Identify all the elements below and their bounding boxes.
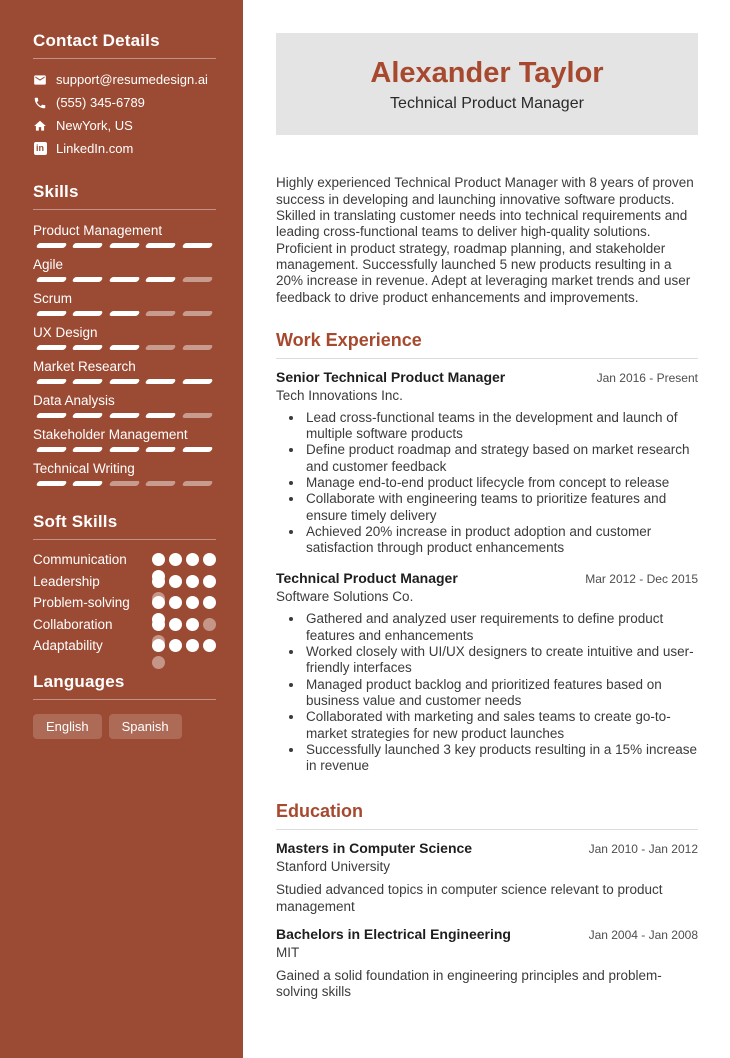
rating-dot — [169, 575, 182, 588]
skill-bar-segment — [181, 413, 213, 418]
name-header — [276, 33, 698, 135]
contact-item — [33, 141, 216, 156]
education-description: Gained a solid foundation in engineering principles and problem-solving skills — [276, 968, 662, 1000]
contact-item-text: (555) 345-6789 — [56, 95, 145, 110]
job-company: Software Solutions Co. — [276, 589, 414, 605]
contact-item — [33, 95, 216, 110]
linkedin-icon: in — [33, 142, 47, 156]
education-list — [276, 830, 698, 1000]
skill-bar-segment — [36, 481, 68, 486]
skill-item — [33, 223, 216, 248]
candidate-role: Technical Product Manager — [390, 95, 584, 113]
skill-bar-segment — [36, 345, 68, 350]
skill-name: Agile — [33, 257, 64, 272]
job-dates: Jan 2016 - Present — [596, 370, 698, 385]
education-degree: Masters in Computer Science — [276, 840, 473, 857]
soft-skill-name: Communication — [33, 552, 127, 567]
rating-dot — [186, 553, 199, 566]
skill-level-bar — [33, 277, 216, 282]
job-entry-header — [276, 369, 698, 386]
education-section — [276, 801, 698, 1000]
skills-list — [33, 210, 216, 486]
skill-bar-segment — [36, 379, 68, 384]
skill-bar-segment — [36, 311, 68, 316]
skill-bar-segment — [145, 243, 177, 248]
education-entry — [276, 840, 698, 915]
jobs-list — [276, 359, 698, 775]
contact-item — [33, 118, 216, 133]
skill-bar-segment — [181, 345, 213, 350]
contact-item — [33, 72, 216, 87]
skill-name: Stakeholder Management — [33, 427, 188, 442]
rating-dot — [152, 553, 165, 566]
education-degree: Bachelors in Electrical Engineering — [276, 926, 511, 943]
rating-dot — [186, 639, 199, 652]
soft-skill-dots — [152, 639, 216, 652]
skill-level-bar — [33, 379, 216, 384]
sidebar — [0, 0, 243, 1058]
soft-skill-name: Leadership — [33, 573, 100, 589]
skill-bar-segment — [145, 481, 177, 486]
soft-skills-section — [33, 512, 216, 652]
contact-item-text: support@resumedesign.ai — [56, 72, 208, 87]
job-bullet: • Gathered and analyzed user requirements to define product features and enhancements — [304, 611, 698, 644]
rating-dot — [203, 596, 216, 609]
skill-bar-segment — [72, 277, 104, 282]
skill-bar-segment — [181, 447, 213, 452]
skill-bar-segment — [145, 379, 177, 384]
skill-level-bar — [33, 413, 216, 418]
skill-bar-segment — [181, 277, 213, 282]
soft-skill-name: Collaboration — [33, 616, 113, 632]
skill-bar-segment — [72, 243, 104, 248]
skill-bar-segment — [108, 379, 140, 384]
email-icon — [33, 73, 47, 87]
skill-name: UX Design — [33, 325, 98, 340]
contact-section-title: Contact Details — [33, 31, 216, 59]
job-bullet-list — [276, 611, 698, 774]
soft-skill-dots — [152, 618, 216, 631]
skill-name: Data Analysis — [33, 393, 115, 408]
skill-level-bar — [33, 481, 216, 486]
job-company: Tech Innovations Inc. — [276, 387, 403, 403]
language-pill: English — [33, 714, 102, 739]
skill-item — [33, 393, 216, 418]
skill-bar-segment — [36, 413, 68, 418]
main-content — [243, 0, 730, 1058]
home-icon — [33, 119, 47, 133]
skills-section-title: Skills — [33, 182, 216, 210]
job-bullet: • Collaborate with engineering teams to prioritize features and ensure timely delivery — [304, 491, 698, 524]
soft-skill-item — [33, 575, 216, 588]
rating-dot — [152, 575, 165, 588]
job-bullet: • Managed product backlog and prioritized features based on business value and customer needs — [304, 677, 698, 710]
job-bullet: • Collaborated with marketing and sales teams to create go-to-market strategies for new product launches — [304, 709, 698, 742]
soft-skill-name: Adaptability — [33, 638, 103, 653]
skill-bar-segment — [108, 345, 140, 350]
skill-name: Scrum — [33, 291, 73, 306]
skill-bar-segment — [181, 311, 213, 316]
education-entry — [276, 926, 698, 1001]
skill-level-bar — [33, 243, 216, 248]
education-institution: MIT — [276, 945, 300, 961]
contact-section — [33, 31, 216, 156]
skill-level-bar — [33, 311, 216, 316]
work-experience-section — [276, 330, 698, 775]
skill-item — [33, 257, 216, 282]
contact-list — [33, 59, 216, 156]
education-institution: Stanford University — [276, 859, 391, 875]
rating-dot — [203, 575, 216, 588]
job-bullet-list — [276, 410, 698, 557]
rating-dot — [186, 596, 199, 609]
rating-dot — [169, 596, 182, 609]
languages-section — [33, 672, 216, 739]
skill-bar-segment — [72, 447, 104, 452]
education-dates: Jan 2010 - Jan 2012 — [588, 842, 698, 857]
skill-name: Market Research — [33, 359, 136, 374]
soft-skill-name: Problem-solving — [33, 595, 130, 610]
rating-dot — [203, 639, 216, 652]
skill-name: Technical Writing — [33, 461, 135, 476]
soft-skills-section-title: Soft Skills — [33, 512, 216, 540]
skill-bar-segment — [145, 447, 177, 452]
job-entry — [276, 369, 698, 557]
job-bullet: • Worked closely with UI/UX designers to create intuitive and user-friendly interfaces — [304, 644, 698, 677]
soft-skill-item — [33, 618, 216, 631]
job-title: Senior Technical Product Manager — [276, 368, 506, 385]
contact-item-text: NewYork, US — [56, 118, 133, 133]
skill-item — [33, 325, 216, 350]
skill-bar-segment — [181, 379, 213, 384]
soft-skill-item — [33, 639, 216, 652]
rating-dot — [152, 639, 165, 652]
soft-skill-dots — [152, 596, 216, 609]
candidate-name: Alexander Taylor — [370, 57, 604, 89]
skill-bar-segment — [145, 277, 177, 282]
skill-item — [33, 291, 216, 316]
job-bullet: • Achieved 20% increase in product adoption and customer satisfaction through product enhancements — [304, 524, 698, 557]
skill-item — [33, 427, 216, 452]
rating-dot — [203, 553, 216, 566]
language-pill: Spanish — [109, 714, 182, 739]
job-bullet: • Successfully launched 3 key products resulting in a 15% increase in revenue — [304, 742, 698, 775]
skill-bar-segment — [36, 447, 68, 452]
skill-bar-segment — [145, 413, 177, 418]
skill-bar-segment — [72, 345, 104, 350]
job-entry — [276, 570, 698, 774]
rating-dot — [169, 618, 182, 631]
rating-dot — [186, 575, 199, 588]
rating-dot — [203, 618, 216, 631]
skill-bar-segment — [72, 379, 104, 384]
rating-dot — [152, 656, 165, 669]
skill-bar-segment — [181, 243, 213, 248]
summary-paragraph: Highly experienced Technical Product Manager with 8 years of proven success in developing and launching innovative software products. Skilled in translating customer needs into technical requirements and leading cross-functional teams to deliver high-quality solutions. Proficient in product strategy, roadmap planning, and stakeholder management. Successfully launched 5 new products resulting in a 20% increase in revenue. Adept at leveraging market trends and user feedback to drive product enhancements and improvements. — [276, 175, 694, 305]
job-dates: Mar 2012 - Dec 2015 — [585, 572, 698, 587]
job-bullet: • Lead cross-functional teams in the development and launch of multiple software products — [304, 410, 698, 443]
phone-icon — [33, 96, 47, 110]
skill-bar-segment — [108, 413, 140, 418]
skill-level-bar — [33, 447, 216, 452]
rating-dot — [169, 639, 182, 652]
skill-item — [33, 461, 216, 486]
job-title: Technical Product Manager — [276, 570, 458, 587]
skill-item — [33, 359, 216, 384]
soft-skills-list — [33, 540, 216, 652]
rating-dot — [152, 596, 165, 609]
education-description: Studied advanced topics in computer science relevant to product management — [276, 882, 663, 914]
skill-bar-segment — [36, 243, 68, 248]
skill-bar-segment — [108, 447, 140, 452]
skill-bar-segment — [72, 311, 104, 316]
skill-bar-segment — [72, 481, 104, 486]
soft-skill-item — [33, 596, 216, 609]
skill-bar-segment — [108, 243, 140, 248]
soft-skill-dots — [152, 575, 216, 588]
contact-item-text: LinkedIn.com — [56, 141, 134, 156]
job-entry-header — [276, 570, 698, 587]
skill-bar-segment — [72, 413, 104, 418]
rating-dot — [152, 618, 165, 631]
skills-section — [33, 182, 216, 486]
skill-bar-segment — [108, 277, 140, 282]
soft-skill-item — [33, 553, 216, 566]
skill-level-bar — [33, 345, 216, 350]
skill-bar-segment — [181, 481, 213, 486]
soft-skill-dots — [152, 553, 216, 566]
rating-dot — [169, 553, 182, 566]
skill-bar-segment — [108, 311, 140, 316]
education-entry-header — [276, 840, 698, 857]
job-bullet: • Manage end-to-end product lifecycle from concept to release — [304, 475, 698, 491]
education-entry-header — [276, 926, 698, 943]
education-title: Education — [276, 801, 698, 830]
rating-dot — [186, 618, 199, 631]
skill-bar-segment — [108, 481, 140, 486]
skill-bar-segment — [145, 311, 177, 316]
skill-bar-segment — [36, 277, 68, 282]
skill-bar-segment — [145, 345, 177, 350]
work-experience-title: Work Experience — [276, 330, 698, 359]
languages-list — [33, 700, 216, 739]
job-bullet: • Define product roadmap and strategy based on market research and customer feedback — [304, 442, 698, 475]
skill-name: Product Management — [33, 223, 163, 238]
languages-section-title: Languages — [33, 672, 216, 700]
education-dates: Jan 2004 - Jan 2008 — [588, 928, 698, 943]
